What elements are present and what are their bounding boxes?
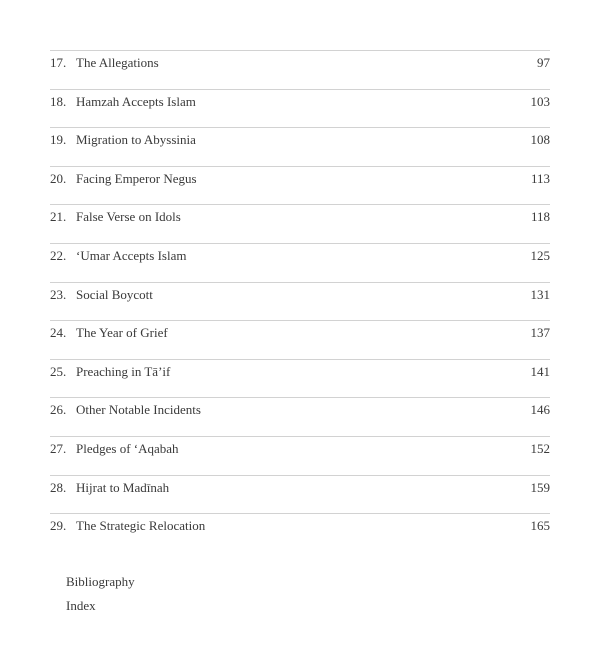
chapter-number: 21.	[50, 209, 67, 225]
chapter-number: 27.	[50, 440, 67, 456]
chapter-title: The Strategic Relocation	[76, 518, 206, 534]
back-matter	[66, 570, 135, 618]
chapter-number: 23.	[50, 286, 67, 302]
chapter-number: 19.	[50, 132, 67, 148]
toc-entry[interactable]	[50, 243, 550, 282]
chapter-title: False Verse on Idols	[76, 209, 181, 225]
chapter-number: 22.	[50, 247, 67, 263]
chapter-title: Pledges of ‘Aqabah	[76, 440, 179, 456]
page-number: 118	[530, 209, 550, 225]
page-number: 137	[530, 325, 550, 341]
page-number: 113	[530, 170, 550, 186]
chapter-title: ‘Umar Accepts Islam	[76, 247, 187, 263]
toc-entry[interactable]	[50, 475, 550, 514]
chapter-number: 26.	[50, 402, 67, 418]
chapter-title: The Year of Grief	[76, 325, 168, 341]
page-number: 131	[530, 286, 550, 302]
bibliography-entry[interactable]: Bibliography	[66, 574, 135, 589]
index-entry[interactable]: Index	[66, 598, 96, 613]
chapter-title: Social Boycott	[76, 286, 153, 302]
chapter-title: Facing Emperor Negus	[76, 170, 197, 186]
toc-entry[interactable]	[50, 513, 550, 552]
chapter-number: 18.	[50, 93, 67, 109]
page-number: 152	[530, 440, 550, 456]
chapter-number: 24.	[50, 325, 67, 341]
toc-entry[interactable]	[50, 282, 550, 321]
page-number: 146	[530, 402, 550, 418]
chapter-number: 20.	[50, 170, 67, 186]
chapter-number: 28.	[50, 479, 67, 495]
chapter-number: 25.	[50, 363, 67, 379]
chapter-number: 17.	[50, 55, 67, 70]
toc-entry[interactable]	[50, 127, 550, 166]
toc-entry[interactable]	[50, 50, 550, 89]
toc-entry[interactable]	[50, 397, 550, 436]
toc-entry[interactable]	[50, 359, 550, 398]
chapter-title: Hamzah Accepts Islam	[76, 93, 196, 109]
page-number: 125	[530, 247, 550, 263]
toc-entry[interactable]	[50, 436, 550, 475]
chapter-title: Hijrat to Madīnah	[76, 479, 170, 495]
page-number: 159	[530, 479, 550, 495]
chapter-title: Preaching in Tā’if	[76, 363, 171, 379]
table-of-contents	[50, 50, 550, 552]
chapter-title: Other Notable Incidents	[76, 402, 201, 418]
page-number: 165	[530, 518, 550, 534]
toc-entry[interactable]	[50, 204, 550, 243]
toc-entry[interactable]	[50, 89, 550, 128]
chapter-title: Migration to Abyssinia	[76, 132, 196, 148]
chapter-title: The Allegations	[76, 55, 159, 70]
page-number: 141	[530, 363, 550, 379]
toc-entry[interactable]	[50, 320, 550, 359]
page-number: 97	[537, 55, 550, 70]
page-number: 108	[530, 132, 550, 148]
toc-entry[interactable]	[50, 166, 550, 205]
chapter-number: 29.	[50, 518, 67, 534]
page-number: 103	[530, 93, 550, 109]
